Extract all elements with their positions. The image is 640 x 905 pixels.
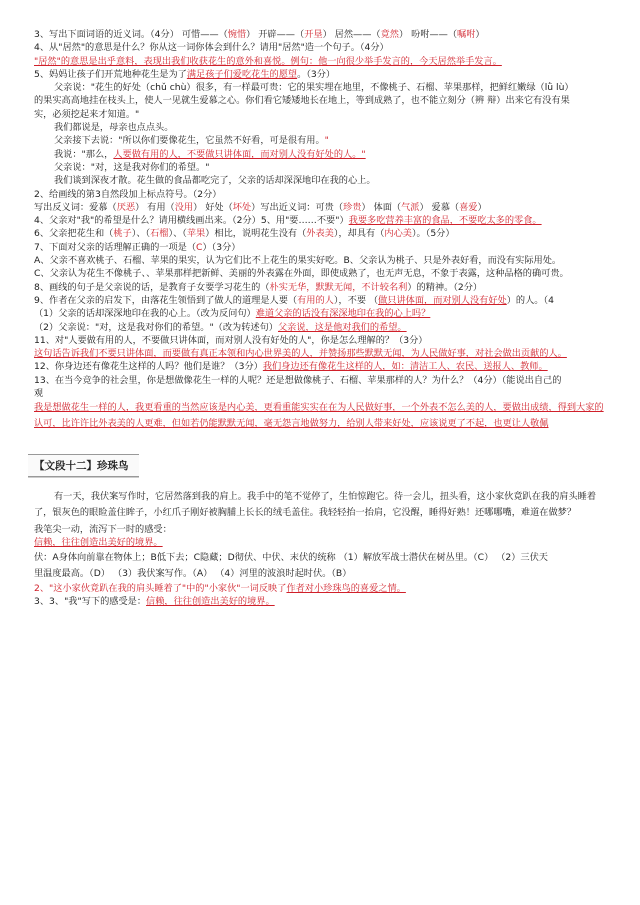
fu-options: 里温度最高。（D） （3）我伏案写作。（A） （4）河里的波浪时起时伏。（B） [34,567,352,579]
answer: 父亲说，这是他对我们的希望。 [277,321,407,333]
prompt-answer: 信赖，往往创造出美好的境界。 [34,537,163,549]
q5-question: 5、妈妈让孩子们开荒地种花生是为了满足孩子们爱吃花生的愿望。（3分） [34,68,336,80]
q13-question: 13、在当今竞争的社会里，你是想做像花生一样的人呢？还是想做像桃子、石榴、苹果那样的人？为什么？（4分）（能说出自己的 [34,374,562,386]
answer: 没用 [174,201,194,213]
answer: 有用的人 [297,294,334,306]
answer: 我要多吃营养丰富的食品，不要吃太多的零食。 [348,215,542,227]
q4b-question: 4、父亲对"我"的希望是什么？请用横线画出来。（2分）5、用"要……不要"）我要多吃营养丰富的食品，不要吃太多的零食。 [34,215,542,227]
q7-option-c: C、父亲认为花生不像桃子、、苹果那样把新鲜、美丽的外表露在外面，即使成熟了，也无声无息，不象于表露，这种品格的确可贵。 [34,268,569,280]
q13-question-cont: 观 [34,388,44,400]
q12-question: 12、你身边还有像花生这样的人吗？他们是谁？（3分）我们身边还有像花生这样的人，如：清洁工人、农民、送报人、教师。 [34,361,548,373]
antonyms-synonyms: 写出反义词：爱慕（厌恶） 有用（没用） 好处（坏处）写出近义词：可贵（珍贵） 体面（气派） 爱慕（喜爱） [34,201,487,213]
answer: 外表美 [306,228,334,240]
answer: 内心美 [384,228,412,240]
q3-lower: 3、3、"我"写下的感受是：信赖，往往创造出美好的境界。 [34,595,275,607]
passage-line: 父亲说："对，这是我对你们的希望。" [54,161,210,173]
answer: 作者对小珍珠鸟的喜爱之情。 [286,582,406,594]
answer: 满足孩子们爱吃花生的愿望 [186,68,298,80]
answer: C [196,241,203,253]
answer: 珍贵 [343,201,362,213]
answer: 石榴 [150,228,169,240]
q13-answer: 我是想做花生一样的人，我更看重的当然应该是内心美，更看重能实实在在为人民做好事，一个外表不怎么美的人，要做出成绩，得到大家的认可，比许许比外表美的人更难，但如若仍能默默无闻，毫无怨言地做努力，给别人带来好处，应该说更了不起，也更让人敬佩 [34,402,604,430]
answer: 开垦 [304,29,323,40]
q2-lower: 2、"这小家伙竟趴在我的肩头睡着了"中的"小家伙"一词反映了作者对小珍珠鸟的喜爱之情。 [34,582,406,594]
answer: 竟然 [380,29,399,40]
answer: 朴实无华，默默无闻，不计较名利 [269,281,408,293]
q8-question: 8、画线的句子是父亲说的话，是教育子女要学习花生的（朴实无华，默默无闻，不计较名利）的精神。（2分） [34,281,483,293]
passage-paragraph: 有一天，我伏案写作时，它居然落到我的肩上。我手中的笔不觉停了，生怕惊跑它。待一会儿，扭头看，这小家伙竟趴在我的肩头睡着了，银灰色的眼睑盖住眸子，小红爪子刚好被胸脯上长长的绒毛盖住。我轻轻抬一抬肩，它没醒，睡得好熟！还哪哪嘴，难道在做梦？ [34,491,597,519]
passage-line: 父亲说："花生的好处（chǔ chù）很多，有一样最可贵：它的果实埋在地里，不像桃子、石榴、苹果那样，把鲜红嫩绿（lǜ lù） [54,82,574,94]
q9-question: 9、作者在父亲的启发下，由落花生领悟到了做人的道理是人要（有用的人），不要 （做只讲体面，而对别人没有好处）的人。（4 [34,294,554,306]
answer: 难道父亲的话没有深深地印在我的心上吗？ [255,308,431,320]
answer: 厌恶 [116,201,136,213]
fu-definitions: 伏：A身体向前靠在物体上；B低下去；C隐藏；D彻伏、中伏、末伏的统称 （1）解放军战士潜伏在树丛里。（C） （2）三伏天 [34,551,548,563]
answer: 我们身边还有像花生这样的人，如：清洁工人、农民、送报人、教师。 [262,361,548,373]
q3-synonyms: 3、写出下面词语的近义词。（4分） 可惜——（惋惜） 开辟——（开垦） 居然——（竟然） 吩咐——（嘱咐） [34,29,485,40]
answer: 桃子 [113,228,132,240]
q9-2: （2）父亲说："对，这是我对你们的希望。"（改为转述句）父亲说，这是他对我们的希望。 [34,321,407,333]
passage-line: 我们都说是，母亲也点点头。 [54,122,174,134]
q7-question: 7、下面对父亲的话理解正确的一项是（C）（3分） [34,241,241,253]
answer: 做只讲体面，而对别人没有好处 [378,294,507,306]
section-header [28,454,610,477]
q7-options-ab: A、父亲不喜欢桃子、石榴、苹果的果实，认为它们比不上花生的果实好吃。B、父亲认为桃子、只是外表好看，而没有实际用处。 [34,255,562,267]
answer: 坏处 [232,201,252,213]
answer: 惋惜 [227,29,247,40]
q2-question: 2、给画线的第3自然段加上标点符号。（2分） [34,188,222,200]
q11-answer: 这句话告诉我们不要只讲体面，而要做有真正本领和内心世界美的人，并赞扬那些默默无闻，为人民做好事，对社会做出贡献的人。 [34,348,567,360]
passage-line: 我们谈到深夜才散。花生做的食品都吃完了，父亲的话却深深地印在我的心上。 [54,175,376,187]
answer: 喜爱 [459,201,478,213]
answer: 信赖，往往创造出美好的境界。 [146,595,275,607]
q6-question: 6、父亲把花生和（桃子）、（石榴）、（苹果）相比，说明花生没有（外表美），却具有（内心美）。（5分） [34,228,455,240]
passage-line: 我说："那么，人要做有用的人，不要做只讲体面，而对别人没有好处的人。" [54,148,366,160]
answer: 苹果 [186,228,206,240]
prompt-line: 我笔尖一动，流泻下一时的感受： [34,523,172,535]
answer: 气派 [401,201,420,213]
q4-question: 4、从"居然"的意思是什么？你从这一词你体会到什么？请用"居然"造一个句子。（4分） [34,42,389,54]
answer: 人要做有用的人，不要做只讲体面，而对别人没有好处的人。" [113,148,366,160]
q9-1: （1）父亲的话却深深地印在我的心上。（改为反问句）难道父亲的话没有深深地印在我的心上吗？ [34,308,431,320]
passage-line: 父亲接下去说："所以你们要像花生，它虽然不好看，可是很有用。" [54,135,329,147]
answer: 嘱咐 [457,29,476,40]
section-title: 【文段十二】珍珠鸟 [28,454,139,477]
passage-line: 的果实高高地挂在枝头上，使人一见就生爱慕之心。你们看它矮矮地长在地上，等到成熟了，也不能立刻分（辨 辩）出来它有没有果 [34,95,570,107]
q11-question: 11、对"人要做有用的人，不要做只讲体面，而对别人没有好处的人"，你是怎么理解的？（3分） [34,334,428,346]
passage-line: 实，必须挖起来才知道。" [34,108,140,120]
q4-answer: "居然"的意思是出乎意料，表现出我们收获花生的意外和喜悦。例句：他一向很少举手发言的，今天居然举手发言。 [34,55,502,67]
